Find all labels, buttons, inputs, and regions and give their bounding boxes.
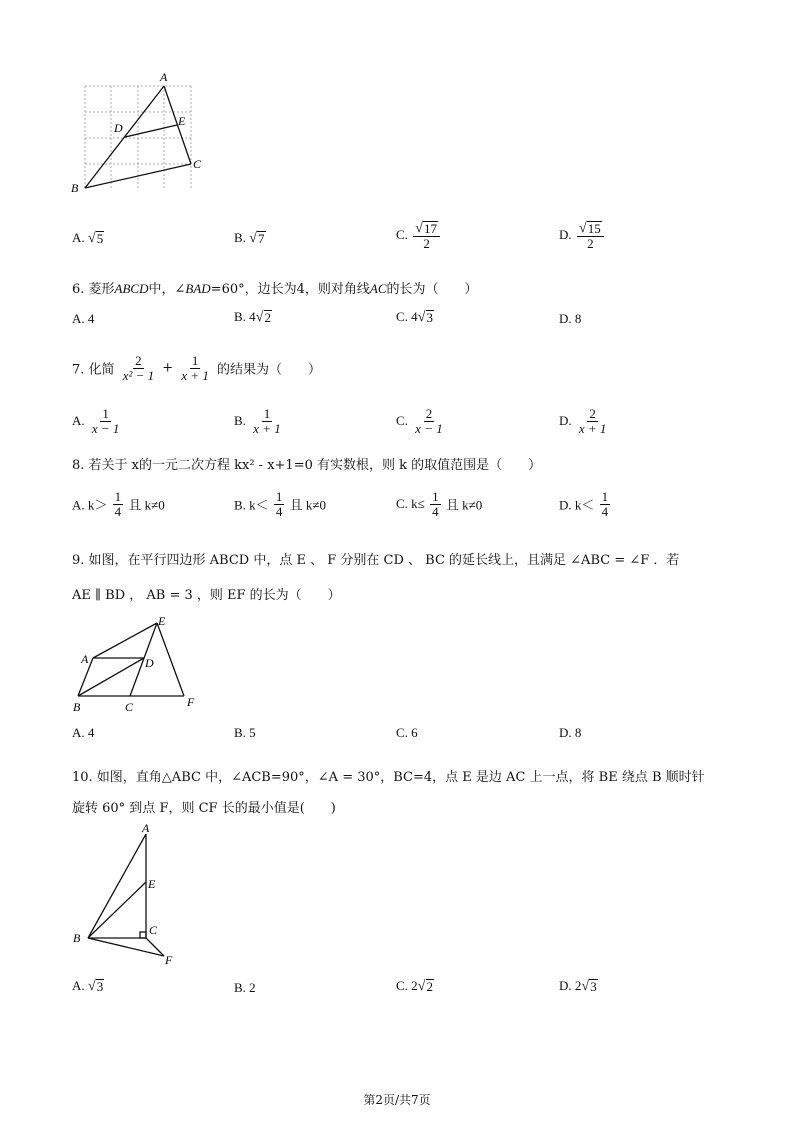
- label-b: B: [71, 181, 79, 195]
- label-e: E: [158, 614, 166, 628]
- label-c: C: [149, 923, 158, 937]
- q7-option-a[interactable]: A. $\frac{1}{x - 1}$: [72, 406, 120, 436]
- label-d: D: [114, 121, 123, 135]
- q5-option-c[interactable]: C. √ 17 2: [396, 221, 442, 251]
- q10-option-c[interactable]: C. 2 √ 2: [396, 978, 434, 994]
- q7-option-d[interactable]: D. $\frac{2}{x + 1}$: [559, 406, 607, 436]
- q6-option-b[interactable]: B. 4 √ 2: [234, 309, 272, 325]
- q10-option-b[interactable]: B. 2: [234, 980, 256, 995]
- q8-stem: 8. 若关于 x的一元二次方程 kx² - x+1=0 有实数根，则 k 的取值范围是（ ）: [72, 458, 542, 473]
- right-angle-mark: [140, 932, 146, 938]
- q5-option-d[interactable]: D. √ 15 2: [559, 221, 606, 251]
- label-b: B: [73, 700, 81, 714]
- label-a: A: [81, 652, 89, 666]
- page-footer: 第2页/共7页: [363, 1093, 431, 1107]
- figure-q5: [68, 68, 218, 198]
- label-f: F: [187, 695, 195, 709]
- figure-q10: [66, 818, 196, 968]
- q7-option-b[interactable]: B. $\frac{1}{x + 1}$: [234, 406, 281, 436]
- q6-option-a[interactable]: A. 4: [72, 311, 95, 326]
- figure-q9: [66, 612, 216, 718]
- segment-ef: [157, 623, 184, 696]
- label-b: B: [73, 931, 81, 945]
- q10-stem-line1: 10. 如图，直角△ABC 中，∠ACB=90°，∠A = 30°，BC=4，点 E 是边 AC 上一点，将 BE 绕点 B 顺时针: [72, 770, 705, 785]
- q9-option-d[interactable]: D. 8: [559, 725, 582, 740]
- q9-stem-line2: AE ∥ BD ， AB = 3 ，则 EF 的长为（ ）: [72, 588, 341, 603]
- segment-be: [88, 882, 146, 938]
- segment-ae: [93, 623, 157, 658]
- q8-option-a[interactable]: A. k＞ $\frac{1}{4}$ 且 k≠0: [72, 489, 165, 519]
- label-c: C: [193, 157, 202, 171]
- q5-option-a[interactable]: A. √ 5: [72, 230, 104, 246]
- segment-bf: [88, 938, 164, 956]
- q7-stem: 7. 化简 $\frac{2}{\text{x² − 1}}$ + $\frac{1}{x + 1}$ 的结果为（ ）: [72, 353, 322, 383]
- q8-option-d[interactable]: D. k＜ $\frac{1}{4}$: [559, 489, 609, 519]
- q8-option-b[interactable]: B. k＜ $\frac{1}{4}$ 且 k≠0: [234, 489, 327, 519]
- q8-option-c[interactable]: C. k≤ $\frac{1}{4}$ 且 k≠0: [396, 489, 483, 519]
- q6-stem: 6. 菱形ABCD中，∠BAD=60°，边长为4，则对角线AC的长为（ ）: [72, 281, 478, 297]
- label-c: C: [125, 700, 134, 714]
- q9-option-b[interactable]: B. 5: [234, 725, 256, 740]
- q10-option-d[interactable]: D. 2 √ 3: [559, 978, 597, 994]
- q9-stem-line1: 9. 如图，在平行四边形 ABCD 中，点 E 、 F 分别在 CD 、 BC 的延长线上，且满足 ∠ABC = ∠F ．若: [72, 553, 680, 568]
- segment-ab: [88, 834, 146, 938]
- q10-stem-line2: 旋转 60° 到点 F，则 CF 长的最小值是( ): [72, 801, 336, 816]
- q9-option-c[interactable]: C. 6: [396, 725, 418, 740]
- label-e: E: [178, 114, 186, 128]
- q10-option-a[interactable]: A. √ 3: [72, 978, 104, 994]
- label-e: E: [148, 877, 156, 891]
- label-d: D: [145, 656, 154, 670]
- label-a: A: [142, 821, 150, 835]
- q7-option-c[interactable]: C. $\frac{2}{x - 1}$: [396, 406, 443, 436]
- q6-option-d[interactable]: D. 8: [559, 311, 582, 326]
- label-f: F: [165, 953, 173, 967]
- q6-option-c[interactable]: C. 4 √ 3: [396, 309, 434, 325]
- label-a: A: [160, 70, 168, 84]
- q5-option-b[interactable]: B. √ 7: [234, 230, 265, 246]
- q9-option-a[interactable]: A. 4: [72, 725, 95, 740]
